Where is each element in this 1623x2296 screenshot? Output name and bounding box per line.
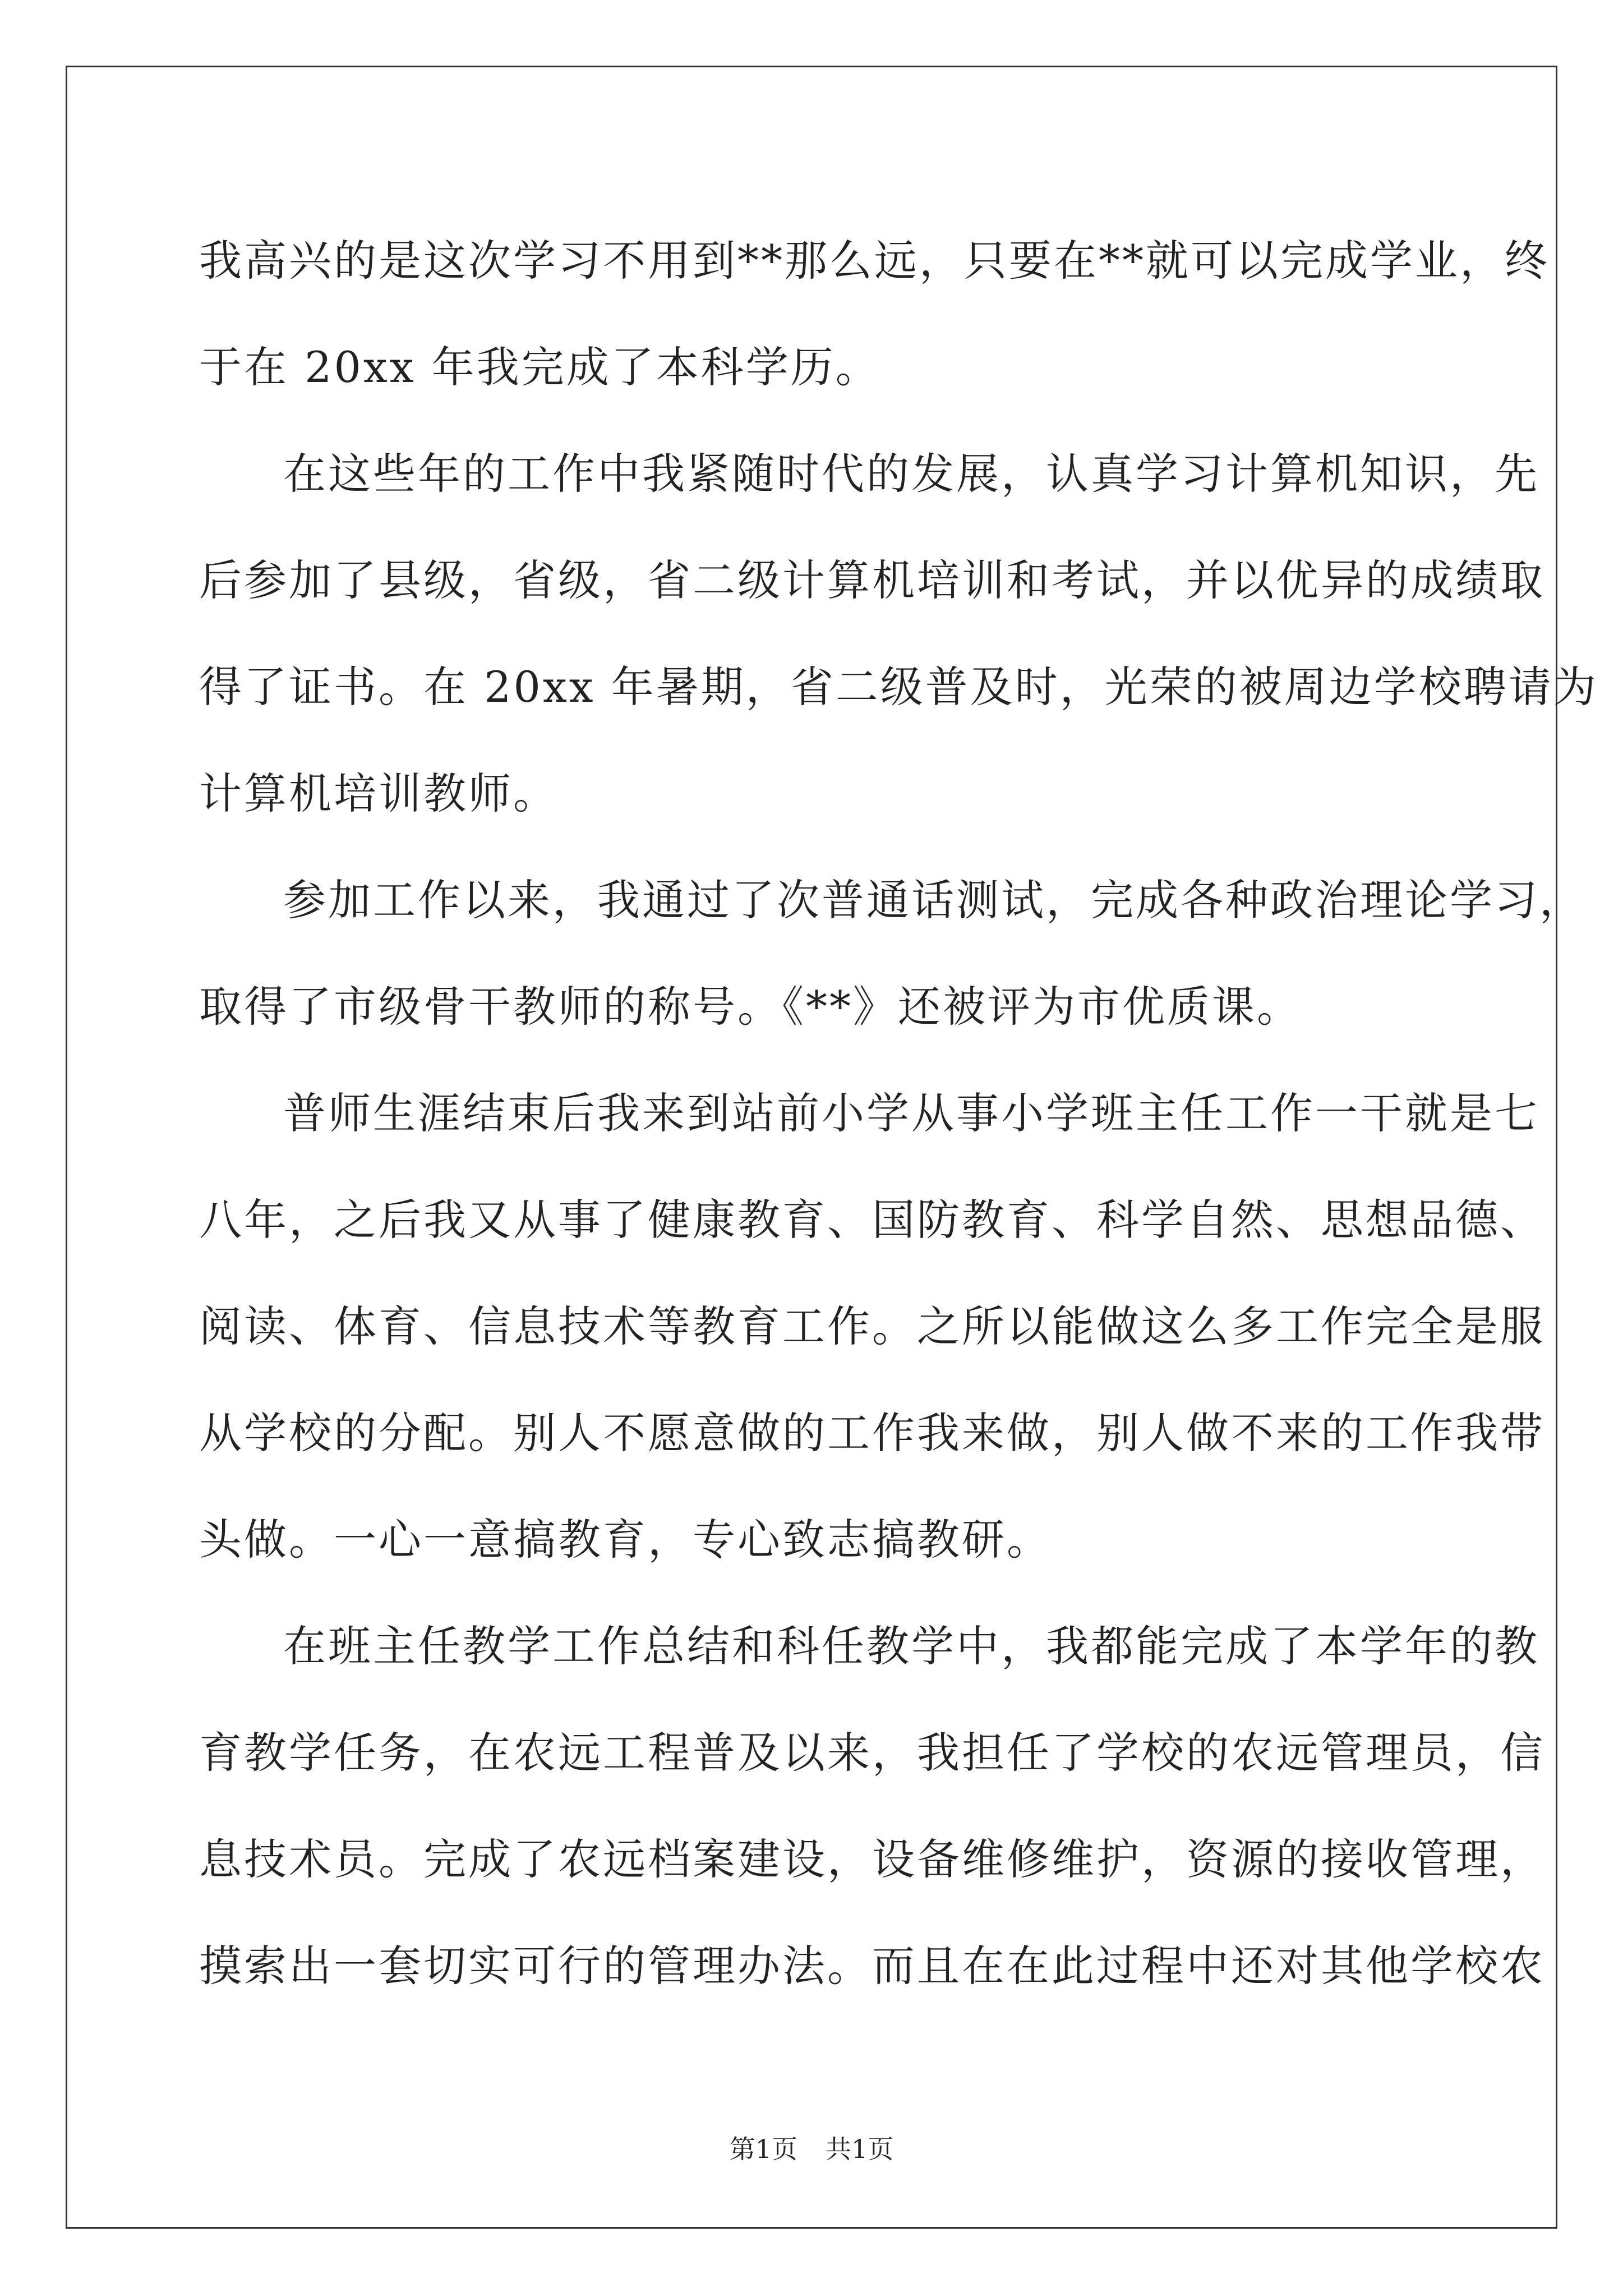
text-line: 我高兴的是这次学习不用到**那么远，只要在**就可以完成学业，终 bbox=[199, 236, 1550, 286]
page-number-total: 共1页 bbox=[826, 2134, 894, 2164]
page-footer bbox=[0, 2129, 1623, 2166]
text-line: 从学校的分配。别人不愿意做的工作我来做，别人做不来的工作我带 bbox=[199, 1408, 1545, 1458]
text-line: 普师生涯结束后我来到站前小学从事小学班主任工作一干就是七 bbox=[283, 1088, 1539, 1138]
text-line: 息技术员。完成了农远档案建设，设备维修维护，资源的接收管理， bbox=[199, 1834, 1545, 1884]
text-line: 计算机培训教师。 bbox=[199, 769, 558, 818]
page-number-current: 第1页 bbox=[729, 2134, 797, 2164]
text-line: 参加工作以来，我通过了次普通话测试，完成各种政治理论学习， bbox=[283, 875, 1584, 925]
text-line: 育教学任务，在农远工程普及以来，我担任了学校的农远管理员，信 bbox=[199, 1728, 1545, 1778]
text-line: 于在 20xx 年我完成了本科学历。 bbox=[199, 342, 880, 392]
text-line: 八年，之后我又从事了健康教育、国防教育、科学自然、思想品德、 bbox=[199, 1195, 1545, 1245]
text-line: 取得了市级骨干教师的称号。《**》还被评为市优质课。 bbox=[199, 982, 1302, 1032]
text-line: 阅读、体育、信息技术等教育工作。之所以能做这么多工作完全是服 bbox=[199, 1301, 1545, 1351]
text-line: 后参加了县级，省级，省二级计算机培训和考试，并以优异的成绩取 bbox=[199, 555, 1545, 605]
document-body bbox=[199, 208, 1598, 2019]
text-line: 头做。一心一意搞教育，专心致志搞教研。 bbox=[199, 1515, 1052, 1565]
text-line: 摸索出一套切实可行的管理办法。而且在在此过程中还对其他学校农 bbox=[199, 1941, 1545, 1991]
text-line: 在班主任教学工作总结和科任教学中，我都能完成了本学年的教 bbox=[283, 1621, 1539, 1671]
text-line: 得了证书。在 20xx 年暑期，省二级普及时，光荣的被周边学校聘请为 bbox=[199, 662, 1598, 712]
text-line: 在这些年的工作中我紧随时代的发展，认真学习计算机知识，先 bbox=[283, 449, 1539, 499]
